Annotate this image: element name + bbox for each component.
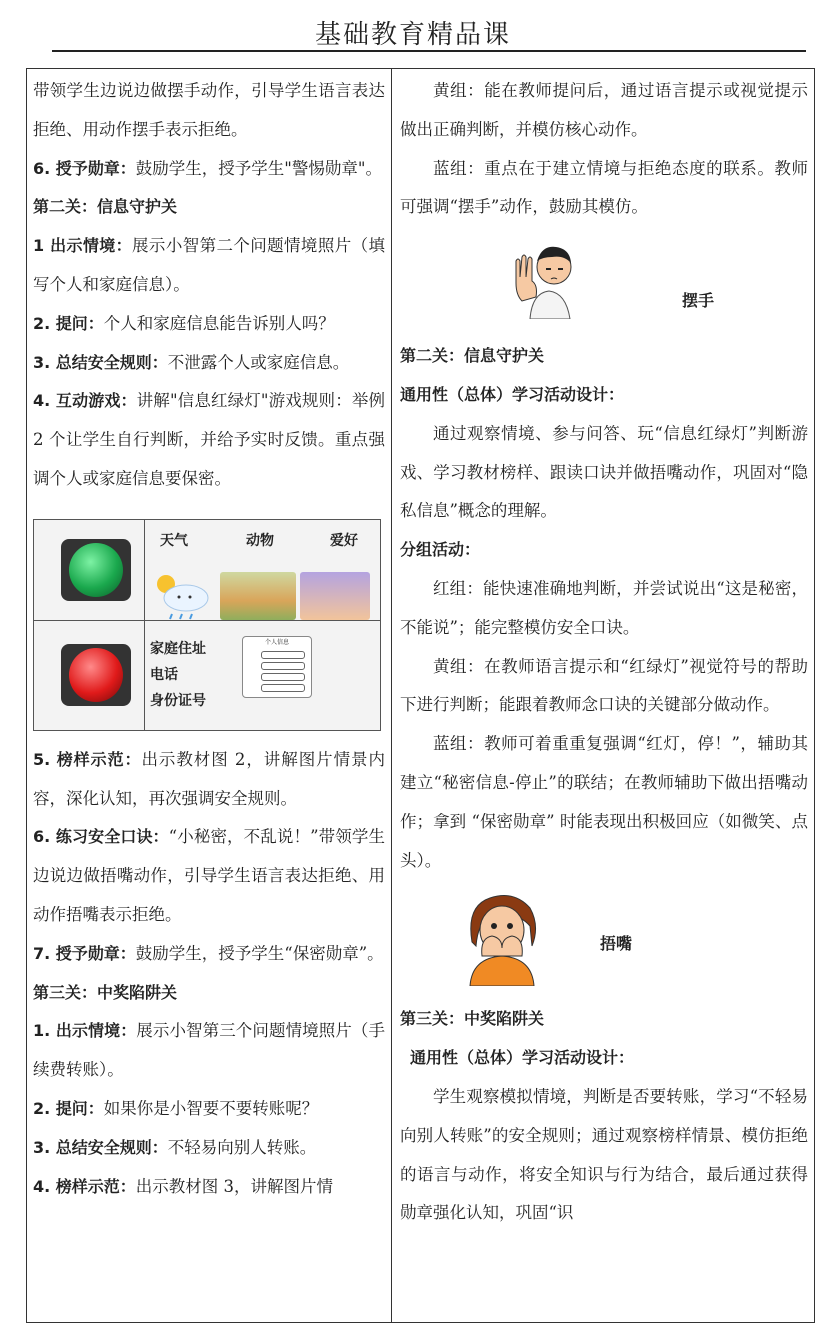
step-label: 1 出示情境： [33, 236, 133, 256]
step-label: 2. 提问： [33, 1098, 104, 1118]
step-label: 7. 授予勋章： [33, 943, 136, 963]
subheading: 通用性（总体）学习活动设计： [410, 1048, 635, 1068]
red-light-icon [61, 644, 131, 706]
cover-mouth-icon [460, 886, 544, 986]
step-label: 4. 互动游戏： [33, 391, 137, 411]
green-light-icon [61, 539, 131, 601]
right-paragraph: 黄组：能在教师提问后，通过语言提示或视觉提示做出正确判断，并模仿核心动作。 [400, 81, 808, 139]
figure-label: 天气 [160, 532, 188, 549]
left-paragraph: 3. 总结安全规则：不泄露个人或家庭信息。 [33, 352, 350, 372]
step-label: 5. 榜样示范： [33, 749, 142, 769]
left-paragraph: 1. 出示情境：展示小智第三个问题情境照片（手续费转账）。 [33, 1021, 385, 1080]
section-heading: 第三关：中奖陷阱关 [33, 982, 178, 1002]
figure-divider [34, 620, 380, 621]
left-paragraph: 5. 榜样示范：出示教材图 2，讲解图片情景内容，深化认知，再次强调安全规则。 [33, 749, 385, 808]
right-column [400, 72, 808, 1233]
left-paragraph: 4. 榜样示范：出示教材图 3，讲解图片情 [33, 1176, 334, 1196]
left-paragraph: 2. 提问：个人和家庭信息能告诉别人吗？ [33, 313, 335, 333]
step-label: 2. 提问： [33, 313, 104, 333]
left-column [33, 72, 385, 1206]
step-label: 1. 出示情境： [33, 1021, 137, 1041]
step-label: 3. 总结安全规则： [33, 352, 168, 372]
step-label: 3. 总结安全规则： [33, 1137, 168, 1157]
cover-caption: 捂嘴 [600, 934, 633, 954]
right-paragraph: 红组：能快速准确地判断，并尝试说出“这是秘密，不能说”；能完整模仿安全口诀。 [400, 578, 808, 637]
figure-label: 电话 [150, 666, 178, 683]
figure-label: 身份证号 [150, 692, 206, 709]
left-paragraph: 7. 授予勋章：鼓励学生，授予学生“保密勋章”。 [33, 943, 384, 963]
step-label: 6. 授予勋章： [33, 158, 136, 178]
left-paragraph: 6. 授予勋章：鼓励学生，授予学生"警惕勋章"。 [33, 158, 382, 178]
left-paragraph: 带领学生边说边做摆手动作，引导学生语言表达拒绝、用动作摆手表示拒绝。 [33, 81, 385, 139]
left-paragraph: 6. 练习安全口诀：“小秘密，不乱说！”带领学生边说边做捂嘴动作，引导学生语言表达拒绝、用动作捂嘴表示拒绝。 [33, 827, 385, 924]
subheading: 分组活动： [400, 540, 481, 560]
section-heading: 第二关：信息守护关 [33, 197, 178, 217]
right-paragraph: 通过观察情境、参与问答、玩“信息红绿灯”判断游戏、学习教材榜样、跟读口诀并做捂嘴动作，巩固对“隐私信息”概念的理解。 [400, 423, 808, 521]
cover-mouth-illustration [400, 880, 808, 1000]
left-paragraph: 4. 互动游戏：讲解"信息红绿灯"游戏规则：举例 2 个让学生自行判断，并给予实时反馈。重点强调个人或家庭信息要保密。 [33, 391, 385, 488]
step-label: 6. 练习安全口诀： [33, 827, 169, 847]
right-paragraph: 黄组：在教师语言提示和“红绿灯”视觉符号的帮助下进行判断；能跟着教师念口诀的关键部分做动作。 [400, 656, 808, 715]
traffic-light-figure [33, 519, 381, 731]
subheading: 通用性（总体）学习活动设计： [400, 384, 625, 404]
figure-label: 家庭住址 [150, 640, 206, 657]
form-title: 个人信息 [264, 638, 289, 646]
right-paragraph: 蓝组：重点在于建立情境与拒绝态度的联系。教师可强调“摆手”动作，鼓励其模仿。 [400, 158, 808, 217]
info-form-image [242, 636, 312, 698]
right-paragraph: 蓝组：教师可着重重复强调“红灯，停！”，辅助其建立“秘密信息-停止”的联结；在教师辅助下做出捂嘴动作；拿到 “保密勋章” 时能表现出积极回应（如微笑、点头）。 [400, 734, 808, 870]
left-paragraph: 2. 提问：如果你是小智要不要转账呢？ [33, 1098, 319, 1118]
guitar-boy-image [300, 572, 370, 620]
wave-illustration [400, 227, 808, 337]
title-rule [52, 50, 806, 52]
figure-divider [144, 520, 145, 730]
section-heading: 第三关：中奖陷阱关 [400, 1009, 545, 1029]
page-title: 基础教育精品课 [314, 20, 511, 50]
section-heading: 第二关：信息守护关 [400, 346, 545, 366]
left-paragraph: 3. 总结安全规则：不轻易向别人转账。 [33, 1137, 317, 1157]
left-paragraph: 1 出示情境：展示小智第二个问题情境照片（填写个人和家庭信息）。 [33, 236, 385, 294]
figure-label: 动物 [246, 532, 274, 549]
weather-cloud-icon [152, 572, 212, 620]
right-paragraph: 学生观察模拟情境，判断是否要转账，学习“不轻易向别人转账”的安全规则；通过观察榜样情景、模仿拒绝的语言与动作，将安全知识与行为结合，最后通过获得勋章强化认知，巩固“识 [400, 1086, 808, 1223]
wave-caption: 摆手 [682, 291, 715, 311]
step-label: 4. 榜样示范： [33, 1176, 136, 1196]
dog-photo [220, 572, 296, 620]
wave-hand-icon [508, 237, 590, 319]
figure-label: 爱好 [330, 532, 358, 549]
column-divider [391, 68, 392, 1323]
